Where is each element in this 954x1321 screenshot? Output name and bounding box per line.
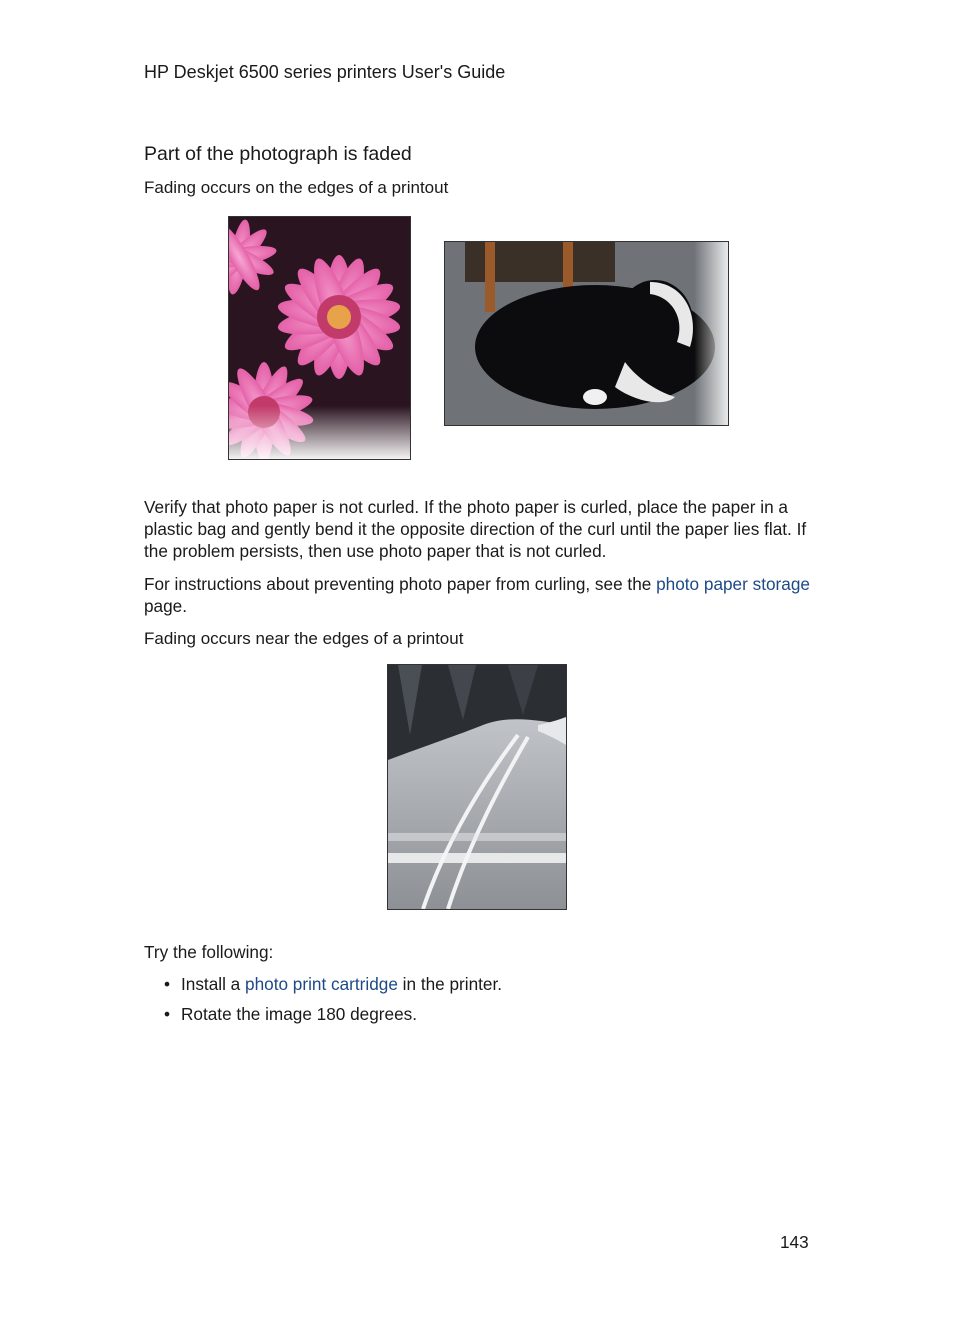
dog-photo (444, 241, 729, 426)
suggestion-list (164, 973, 502, 1033)
subsection-title-edges: Fading occurs on the edges of a printout (144, 178, 449, 197)
list-item (164, 1003, 502, 1025)
section-title: Part of the photograph is faded (144, 143, 412, 165)
bullet-text-after: in the printer. (397, 974, 503, 994)
storage-text-before: For instructions about preventing photo paper from curling, see the (144, 574, 657, 594)
bullet-glyph: • (164, 974, 171, 994)
bullet-text-before: Install a (181, 974, 246, 994)
running-header: HP Deskjet 6500 series printers User's Guide (144, 62, 506, 82)
bullet-glyph: • (164, 1004, 171, 1024)
bullet-text: Rotate the image 180 degrees. (181, 1004, 418, 1024)
list-item (164, 973, 502, 995)
snow-trail-photo (387, 664, 567, 910)
page-number: 143 (780, 1232, 809, 1252)
paragraph-try-following: Try the following: (144, 942, 274, 962)
photo-print-cartridge-link[interactable]: photo print cartridge (245, 974, 398, 994)
flowers-photo (228, 216, 411, 460)
subsection-title-near-edges: Fading occurs near the edges of a printout (144, 629, 464, 648)
photo-paper-storage-link[interactable]: photo paper storage (656, 574, 810, 594)
storage-text-after: page. (144, 596, 188, 616)
paragraph-storage-instructions (144, 573, 816, 617)
paragraph-curled-paper: Verify that photo paper is not curled. If the photo paper is curled, place the paper in a plastic bag and gently bend it the opposite direction of the curl until the paper lies flat. If the problem persists, then use photo paper that is not curled. (144, 497, 807, 561)
